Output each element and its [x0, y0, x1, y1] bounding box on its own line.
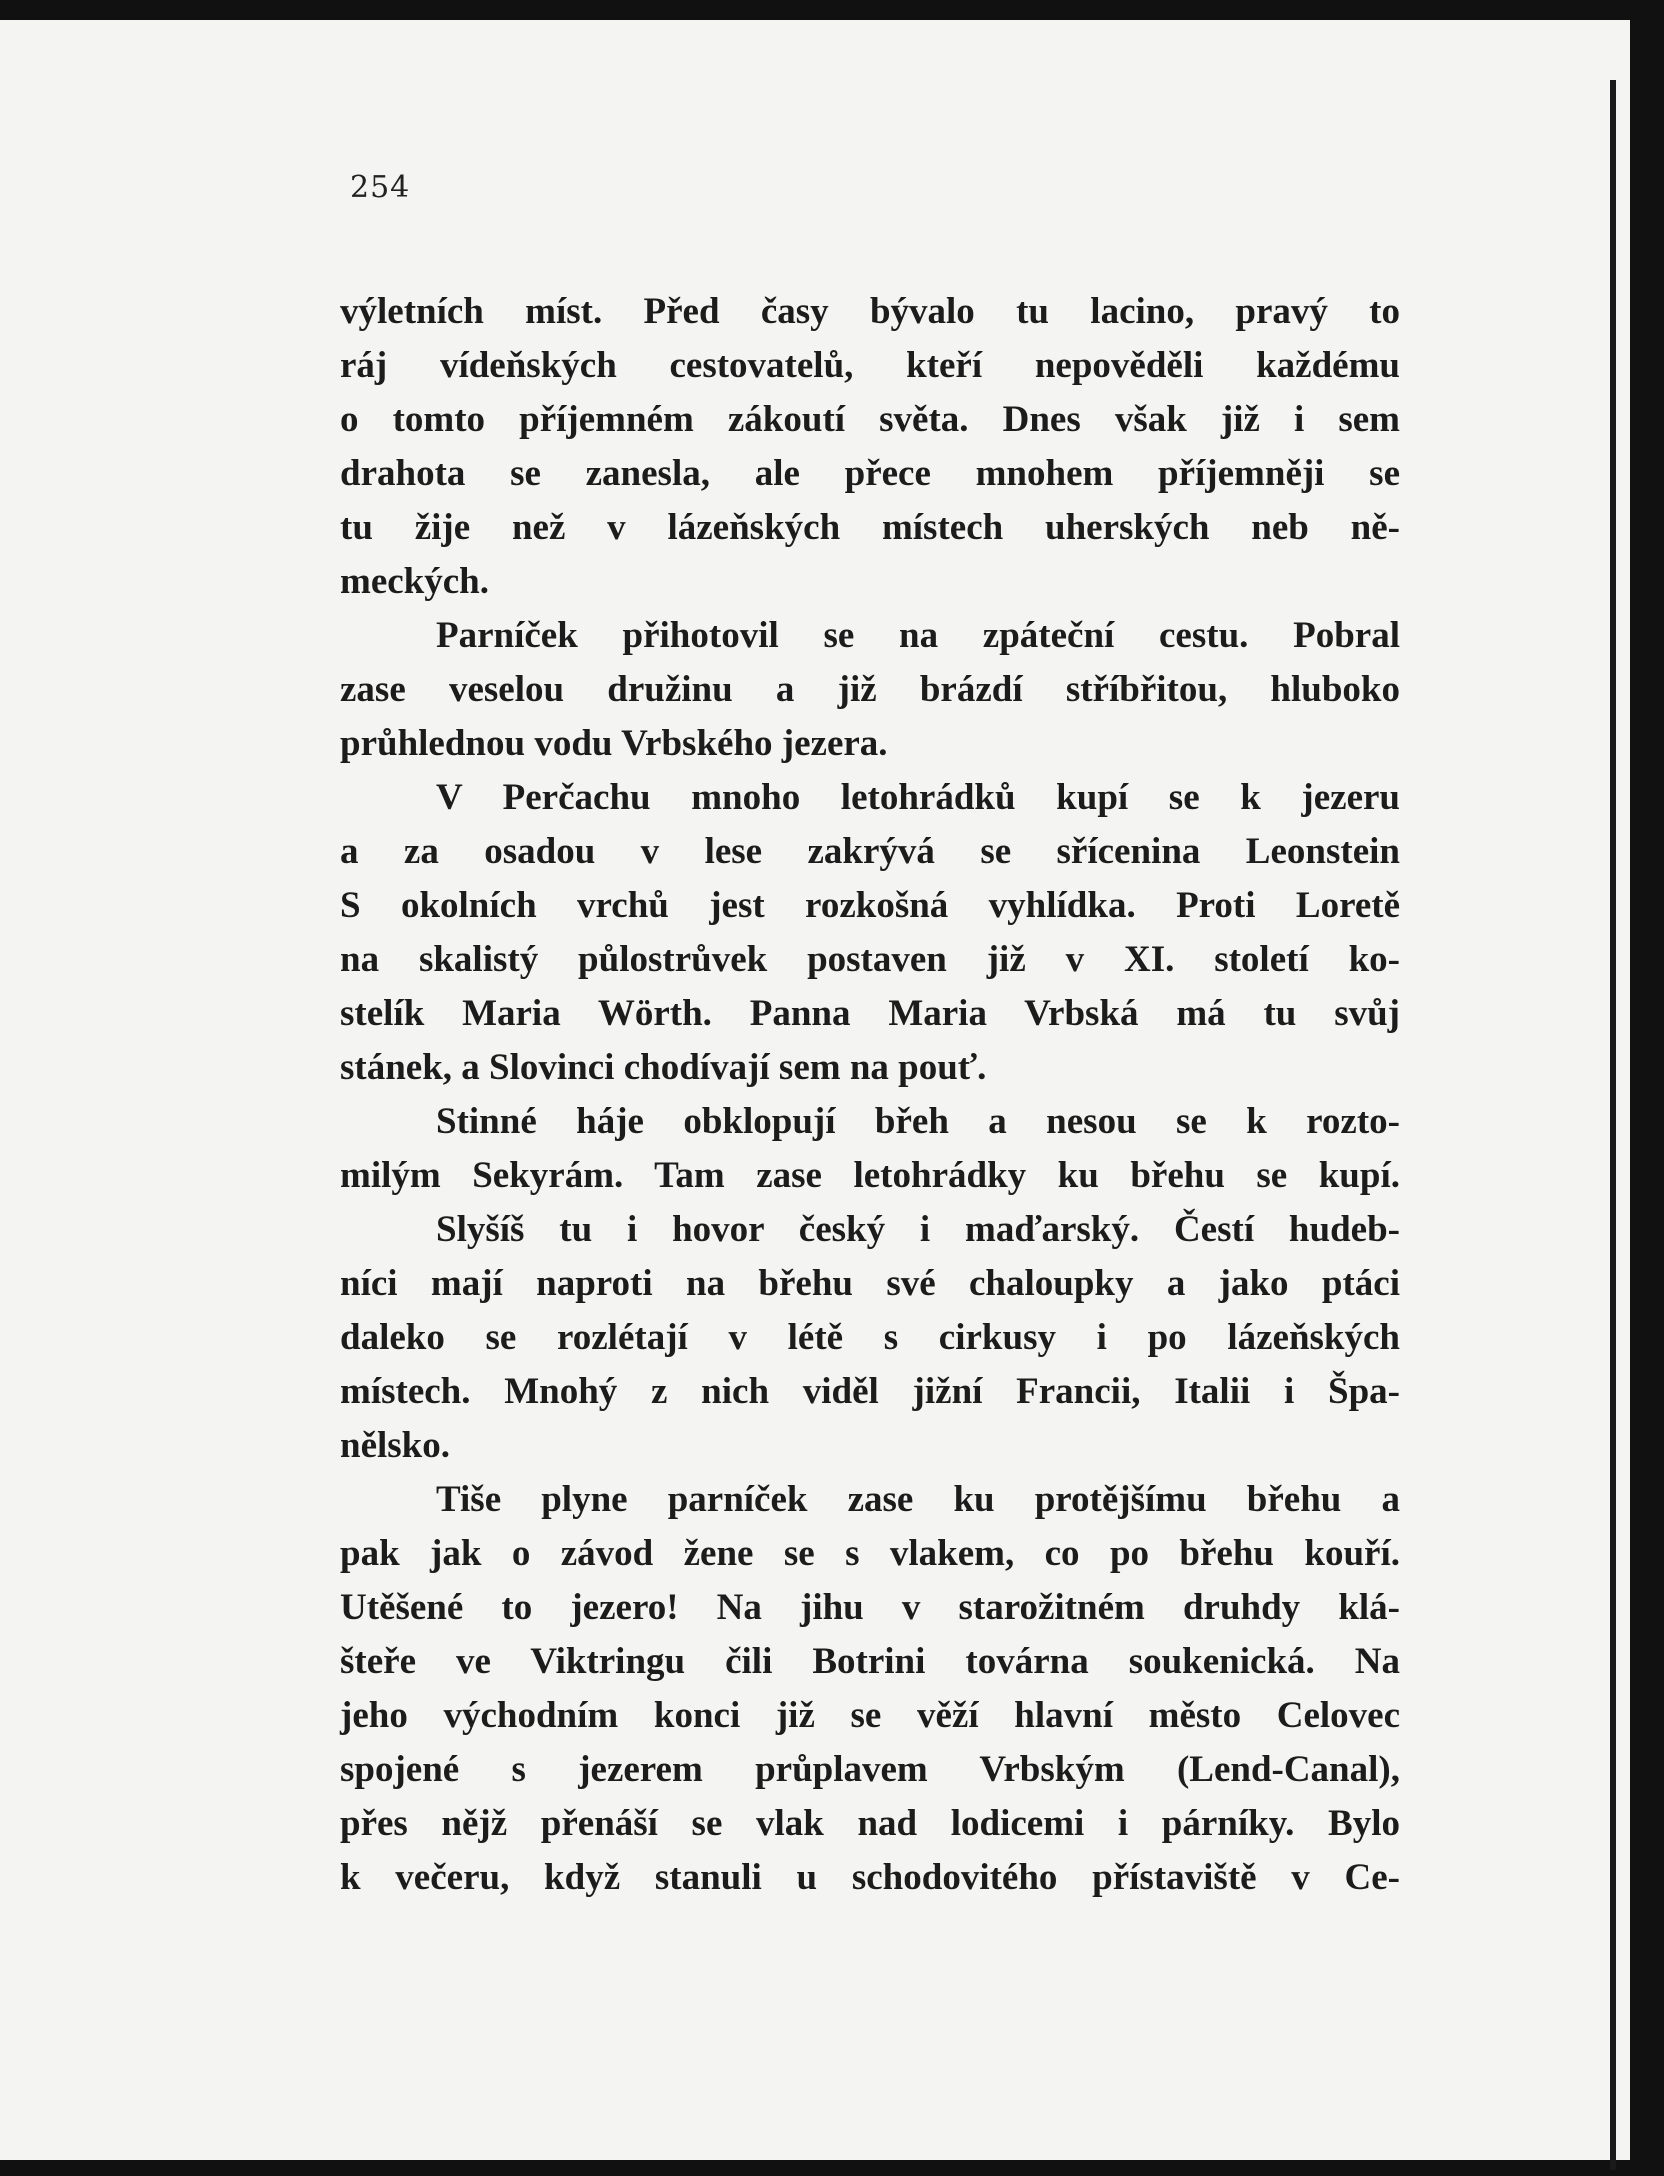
- body-text: [340, 285, 1400, 1905]
- text-line: pak jak o závod žene se s vlakem, co po břehu kouří.: [340, 1533, 1400, 1574]
- text-line: spojené s jezerem průplavem Vrbským (Lend-Canal),: [340, 1749, 1400, 1790]
- text-line: zase veselou družinu a již brázdí stříbřitou, hluboko: [340, 669, 1400, 710]
- text-line: milým Sekyrám. Tam zase letohrádky ku břehu se kupí.: [340, 1155, 1400, 1196]
- text-line: níci mají naproti na břehu své chaloupky a jako ptáci: [340, 1263, 1400, 1304]
- text-line: šteře ve Viktringu čili Botrini továrna soukenická. Na: [340, 1641, 1400, 1682]
- text-line: přes nějž přenáší se vlak nad lodicemi i párníky. Bylo: [340, 1803, 1400, 1844]
- text-line: drahota se zanesla, ale přece mnohem příjemněji se: [340, 453, 1400, 494]
- text-line: jeho východním konci již se věží hlavní město Celovec: [340, 1695, 1400, 1736]
- text-line: výletních míst. Před časy bývalo tu lacino, pravý to: [340, 291, 1400, 332]
- text-line: Stinné háje obklopují břeh a nesou se k rozto-: [436, 1101, 1400, 1142]
- text-line: a za osadou v lese zakrývá se sřícenina Leonstein: [340, 831, 1400, 872]
- page-edge-shadow: [1610, 80, 1616, 2170]
- text-line: Slyšíš tu i hovor český i maďarský. Čestí hudeb-: [436, 1209, 1400, 1250]
- text-line: stelík Maria Wörth. Panna Maria Vrbská má tu svůj: [340, 993, 1400, 1034]
- text-line: tu žije než v lázeňských místech uherských neb ně-: [340, 507, 1400, 548]
- text-line: Tiše plyne parníček zase ku protějšímu břehu a: [436, 1479, 1400, 1520]
- text-line: místech. Mnohý z nich viděl jižní Francii, Italii i Špa-: [340, 1371, 1400, 1412]
- book-page: [0, 20, 1630, 2160]
- text-line: meckých.: [340, 561, 489, 602]
- text-line: V Perčachu mnoho letohrádků kupí se k jezeru: [436, 777, 1400, 818]
- text-line: k večeru, když stanuli u schodovitého přístaviště v Ce-: [340, 1857, 1400, 1898]
- text-line: ráj vídeňských cestovatelů, kteří nepověděli každému: [340, 345, 1400, 386]
- text-line: Utěšené to jezero! Na jihu v starožitném druhdy klá-: [340, 1587, 1400, 1628]
- text-line: stánek, a Slovinci chodívají sem na pouť.: [340, 1047, 987, 1088]
- text-line: na skalistý půlostrůvek postaven již v XI. století ko-: [340, 939, 1400, 980]
- text-line: daleko se rozlétají v létě s cirkusy i po lázeňských: [340, 1317, 1400, 1358]
- text-line: nělsko.: [340, 1425, 451, 1466]
- text-line: Parníček přihotovil se na zpáteční cestu. Pobral: [436, 615, 1400, 656]
- text-line: průhlednou vodu Vrbského jezera.: [340, 723, 888, 764]
- page-number: 254: [350, 170, 411, 205]
- text-line: o tomto příjemném zákoutí světa. Dnes však již i sem: [340, 399, 1400, 440]
- text-line: S okolních vrchů jest rozkošná vyhlídka. Proti Loretě: [340, 885, 1400, 926]
